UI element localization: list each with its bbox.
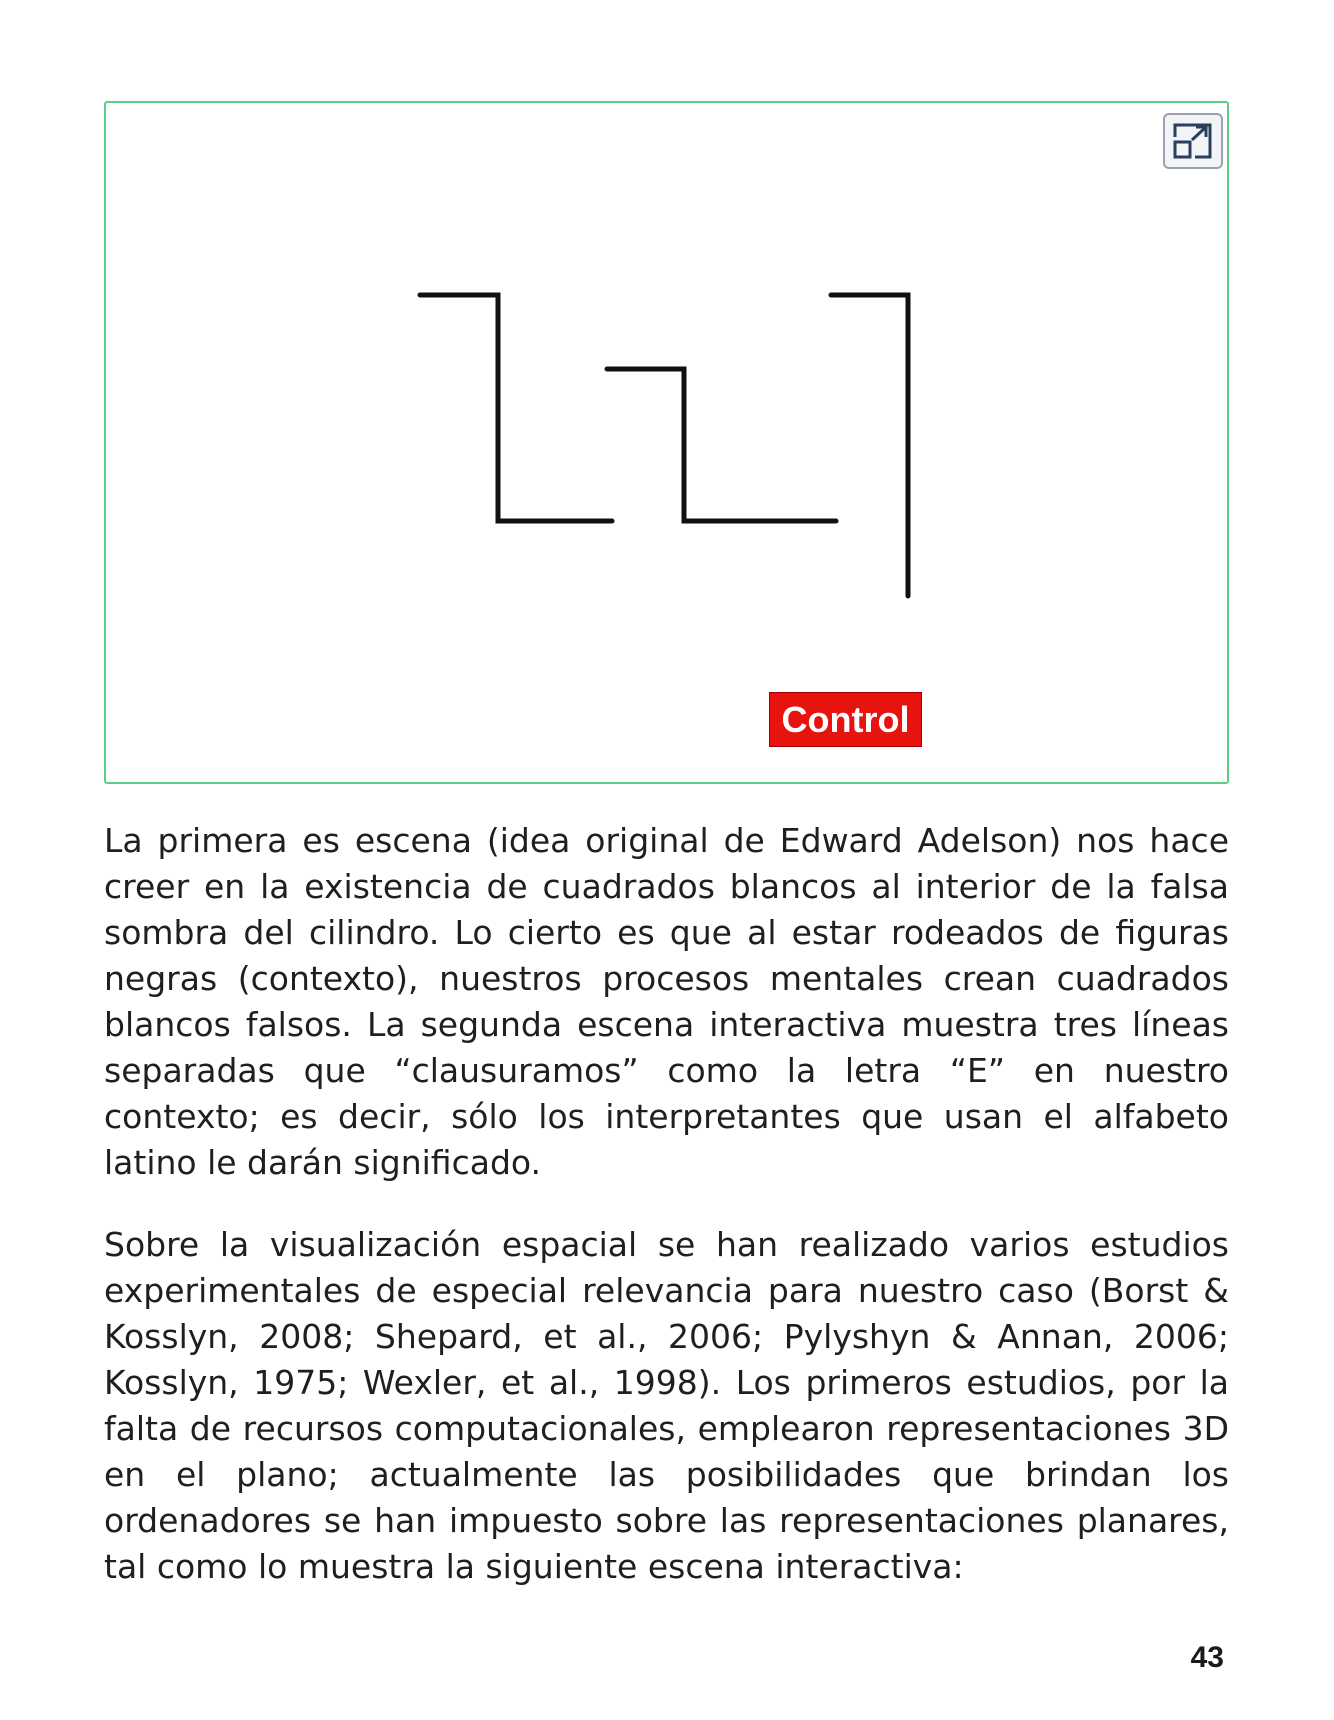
paragraph-1: La primera es escena (idea original de Edward Adelson) nos hace creer en la existencia de cuadrados blancos al interior de la falsa sombra del cilindro. Lo cierto es que al estar rodeados de figuras negras (contexto), nuestros procesos mentales crean cuadrados blancos falsos. La segunda escena interactiva muestra tres líneas separadas que “clausuramos” como la letra “E” en nuestro contexto; es decir, sólo los interpretantes que usan el alfabeto latino le darán significado. bbox=[104, 821, 1229, 1182]
line-segment-left bbox=[420, 295, 612, 521]
line-segment-middle bbox=[607, 369, 836, 521]
closure-lines-figure bbox=[106, 103, 1227, 782]
body-text bbox=[104, 818, 1229, 1590]
line-segment-right bbox=[831, 295, 908, 596]
interactive-scene[interactable] bbox=[104, 101, 1229, 784]
page-number: 43 bbox=[1190, 1641, 1224, 1674]
control-button[interactable]: Control bbox=[769, 692, 922, 747]
paragraph-2: Sobre la visualización espacial se han realizado varios estudios experimentales de especial relevancia para nuestro caso (Borst & Kosslyn, 2008; Shepard, et al., 2006; Pylyshyn & Annan, 2006; Kosslyn, 1975; Wexler, et al., 1998). Los primeros estudios, por la falta de recursos computacionales, emplearon representaciones 3D en el plano; actualmente las posibilidades que brindan los ordenadores se han impuesto sobre las representaciones planares, tal como lo muestra la siguiente escena interactiva: bbox=[104, 1225, 1229, 1586]
